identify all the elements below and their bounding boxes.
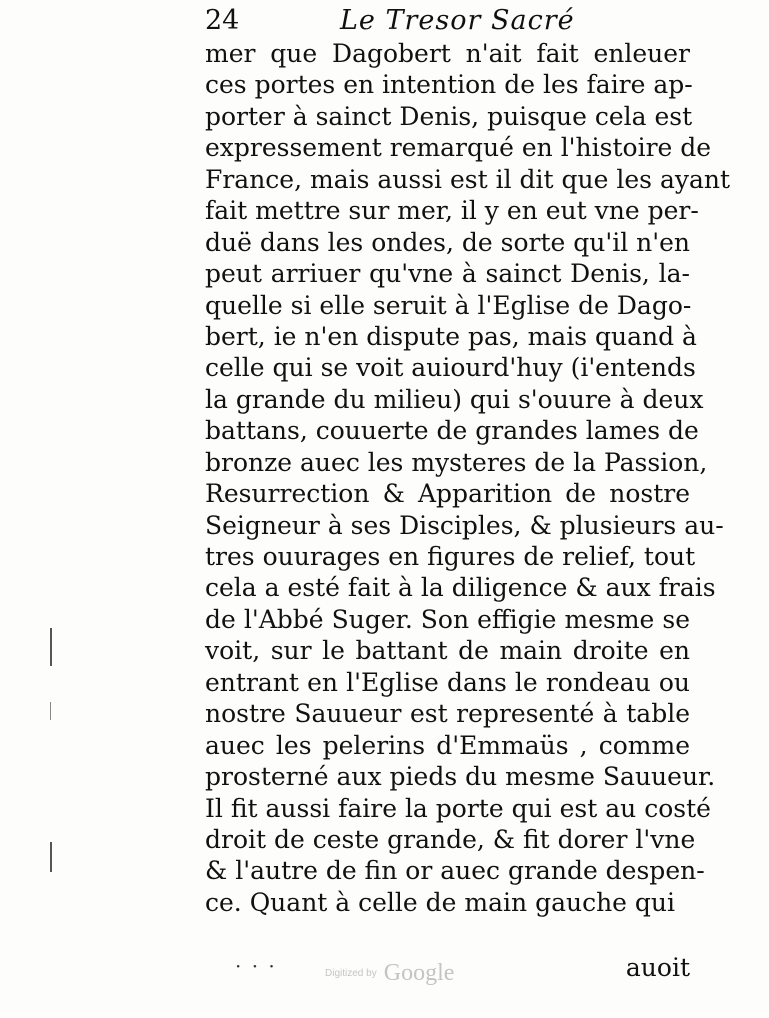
- text-line: ces portes en intention de les faire ap-: [205, 70, 693, 100]
- text-line: celle qui se voit auiourd'huy (i'entends: [205, 353, 696, 383]
- text-line: & l'autre de fin or auec grande despen-: [205, 856, 705, 886]
- text-line: Il fit aussi faire la porte qui est au costé: [205, 793, 711, 823]
- watermark-prefix: Digitized by: [325, 968, 377, 979]
- watermark-brand: Google: [383, 960, 455, 986]
- text-line: mer que Dagobert n'ait fait enleuer: [205, 39, 690, 68]
- page-number: 24: [205, 5, 240, 36]
- text-line: fait mettre sur mer, il y en eut vne per-: [205, 196, 699, 226]
- text-line: nostre Sauueur est representé à table: [205, 699, 690, 729]
- text-line: France, mais aussi est il dit que les ayant: [205, 164, 731, 194]
- text-line: cela a esté fait à la diligence & aux frais: [205, 573, 716, 603]
- text-line: voit, sur le battant de main droite en: [205, 636, 690, 666]
- text-line: prosterné aux pieds du mesme Sauueur.: [205, 762, 716, 792]
- text-line: bronze auec les mysteres de la Passion,: [205, 447, 708, 477]
- text-line: droit de ceste grande, & fit dorer l'vne: [205, 824, 696, 854]
- text-line: tres ouurages en figures de relief, tout: [205, 542, 696, 571]
- catchword: auoit: [625, 953, 690, 982]
- margin-mark: [50, 628, 52, 666]
- text-line: expressement remarqué en l'histoire de: [205, 133, 712, 163]
- text-line: auec les pelerins d'Emmaüs , comme: [205, 730, 690, 760]
- text-line: Resurrection & Apparition de nostre: [205, 479, 690, 509]
- text-line: ce. Quant à celle de main gauche qui: [205, 887, 676, 917]
- text-line: bert, ie n'en dispute pas, mais quand à: [205, 321, 697, 351]
- text-line: duë dans les ondes, de sorte qu'il n'en: [205, 227, 691, 257]
- page-header: [205, 4, 685, 38]
- text-line: la grande du milieu) qui s'ouure à deux: [205, 384, 704, 414]
- text-line: porter à sainct Denis, puisque cela est: [205, 101, 693, 131]
- text-line: de l'Abbé Suger. Son effigie mesme se: [205, 604, 690, 634]
- text-line: entrant en l'Eglise dans le rondeau ou: [205, 667, 690, 697]
- text-line: peut arriuer qu'vne à sainct Denis, la-: [205, 259, 690, 289]
- digitization-watermark: [325, 960, 454, 988]
- text-line: battans, couuerte de grandes lames de: [205, 416, 699, 446]
- running-title: Le Tresor Sacré: [340, 5, 575, 36]
- text-line: quelle si elle seruit à l'Eglise de Dago-: [205, 290, 692, 320]
- margin-mark: [50, 842, 52, 872]
- body-text: [205, 38, 731, 918]
- margin-mark: [50, 702, 51, 720]
- text-line: Seigneur à ses Disciples, & plusieurs au-: [205, 510, 724, 540]
- signature-marks: · · ·: [235, 954, 277, 978]
